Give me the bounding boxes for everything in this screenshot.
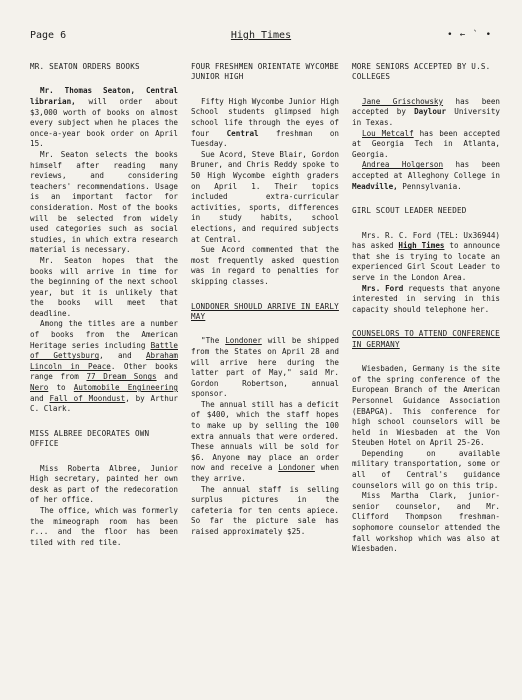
headline-albree: MISS ALBREE DECORATES OWN OFFICE — [30, 428, 150, 449]
paragraph-text: has been accepted at Georgia Tech in Atlanta, Georgia. — [352, 128, 501, 159]
spacer — [352, 192, 500, 206]
article-paragraph — [191, 336, 339, 400]
article-paragraph — [352, 231, 500, 284]
headline-girl-scout: GIRL SCOUT LEADER NEEDED — [352, 206, 467, 216]
bold-word: Central — [226, 128, 259, 138]
article-paragraph — [352, 284, 500, 316]
paragraph-text: has been accepted at Alleghony College in — [352, 160, 500, 180]
paragraph-text: and — [156, 372, 178, 382]
article-paragraph: Mr. Seaton selects the books himself after reading many reviews, and considering teachers' recommendations. Usage is an important factor for consideration. Most of the books will be selected from widely used categories such as social studies, in which extra research material is necessary. — [30, 149, 178, 255]
article-paragraph: Miss Roberta Albree, Junior High secretary, painted her own desk as part of the redecoration of her office. — [30, 463, 178, 505]
bold-word: Meadville, — [352, 181, 398, 191]
paragraph-text: Pennsylvania. — [397, 181, 462, 191]
book-title: Nero — [30, 383, 49, 393]
paragraph-text: will order about $3,000 worth of books on almost every subject when he places the once-a-year book order on April 15. — [30, 97, 178, 149]
article-paragraph: Sue Acord commented that the most frequently asked question was in regard to penalties for skipping classes. — [191, 245, 339, 286]
paragraph-text: University in Texas. — [352, 107, 500, 127]
headline-seniors: MORE SENIORS ACCEPTED BY U.S. COLLEGES — [352, 62, 491, 82]
article-paragraph — [352, 129, 500, 161]
book-title: Abraham Lincoln in Peace — [30, 351, 178, 371]
headline-counselors — [352, 329, 500, 350]
paragraph-text: Among the titles are a number of books from the American Heritage series including — [30, 319, 178, 350]
paragraph-text: requests that anyone interested in serving in this capacity should telephone her. — [352, 283, 500, 314]
headline-text: LONDONER SHOULD ARRIVE IN EARLY MAY — [191, 301, 339, 321]
paper-name: High Times — [230, 30, 292, 41]
spacer — [30, 415, 178, 429]
book-title: Automobile Engineering — [73, 383, 178, 393]
article-paragraph: The office, which was formerly the mimeograph room has been r... and the floor has been tiled with red tile. — [30, 506, 178, 547]
paragraph-text: to announce that she is trying to locate an experienced Girl Scout Leader to serve in the London Area. — [352, 241, 501, 282]
bold-name: Mr. Thomas Seaton, Central librarian, — [30, 86, 178, 106]
article-paragraph: Sue Acord, Steve Blair, Gordon Bruner, and Chris Reddy spoke to 50 High Wycombe eighth graders on April 1. Their topics included extra-curricular activities, sports, differences in study habits, school elections, and required subjects at Central. — [191, 149, 339, 244]
paragraph-text: The annual still has a deficit of $400, which the staff hopes to make up by selling the 100 extra annuals that were ordered. These annuals will be sold for $6. Anyone may place an order now and receive a — [191, 399, 339, 473]
article-paragraph — [352, 97, 500, 129]
paragraph-text: Mrs. R. C. Ford (TEL: Ux36944) has asked — [352, 230, 500, 251]
book-title: Fall of Moondust — [49, 393, 126, 403]
article-paragraph — [30, 319, 178, 414]
article-paragraph — [30, 86, 178, 150]
bold-name: Mrs. Ford — [362, 283, 404, 293]
headline-londoner — [191, 302, 339, 323]
column-2 — [191, 62, 339, 538]
publication-title: Londoner — [278, 463, 315, 473]
paragraph-text: to — [48, 383, 74, 393]
article-paragraph: Mr. Seaton hopes that the books will arrive in time for the beginning of the next school year, but it is unlikely that the books will meet that deadline. — [30, 255, 178, 318]
student-name: Jane Grischowsky — [362, 96, 444, 106]
headline-freshmen: FOUR FRESHMEN ORIENTATE WYCOMBE JUNIOR HIGH — [191, 62, 339, 82]
paragraph-text: freshman on Tuesday. — [191, 128, 339, 149]
column-3 — [352, 62, 500, 555]
paragraph-text: . Other books range from — [30, 361, 178, 382]
paragraph-text: when they arrive. — [191, 463, 340, 484]
article-paragraph — [352, 160, 500, 192]
article-paragraph: Miss Martha Clark, junior-senior counselor, and Mr. Clifford Thompson freshman-sophomore counselor attended the fall workshop which was also at Wiesbaden. — [352, 491, 500, 554]
article-paragraph — [191, 400, 339, 485]
article-paragraph: Depending on available military transportation, some or all of Central's guidance counselors will go on this trip. — [352, 448, 500, 490]
article-paragraph: Wiesbaden, Germany is the site of the spring conference of the European Branch of the American Personnel Guidance Association (EBAPGA). This conference for high school counselors will be held in Wiesbaden at the Von Steuben Hotel on April 25-26. — [352, 364, 500, 448]
paragraph-text: and — [30, 393, 50, 403]
student-name: Andrea Holgerson — [362, 160, 444, 170]
column-1 — [30, 62, 178, 548]
paragraph-text: , by Arthur C. Clark. — [30, 393, 178, 414]
publication-title: Londoner — [225, 336, 262, 346]
paragraph-text: , and — [99, 351, 146, 361]
header-mark: • ← ` • — [447, 30, 492, 40]
paragraph-text: Fifty High Wycombe Junior High School students glimpsed high school life through the eyes of four — [191, 96, 339, 138]
article-paragraph — [191, 97, 339, 150]
publication-title: High Times — [398, 241, 445, 251]
bold-word: Daylour — [414, 107, 447, 117]
page-number: Page 6 — [30, 30, 67, 41]
article-paragraph: The annual staff is selling surplus pictures in the cafeteria for ten cents apiece. So far the picture sale has raised approximately $25. — [191, 484, 339, 536]
book-title: 77 Dream Songs — [86, 372, 157, 382]
spacer — [191, 288, 339, 302]
spacer — [352, 315, 500, 329]
paragraph-text: "The — [201, 336, 226, 346]
paragraph-text: has been accepted by — [352, 96, 500, 117]
paragraph-text: will be shipped from the States on April 28 and will arrive here during the latter part of May," said Mr. Gordon Robertson, annual sponsor. — [191, 336, 340, 399]
student-name: Lou Metcalf — [362, 128, 414, 138]
headline-text: COUNSELORS TO ATTEND CONFERENCE IN GERMANY — [352, 329, 500, 349]
headline-seaton: MR. SEATON ORDERS BOOKS — [30, 62, 140, 71]
book-title: Battle of Gettysburg — [30, 340, 178, 361]
